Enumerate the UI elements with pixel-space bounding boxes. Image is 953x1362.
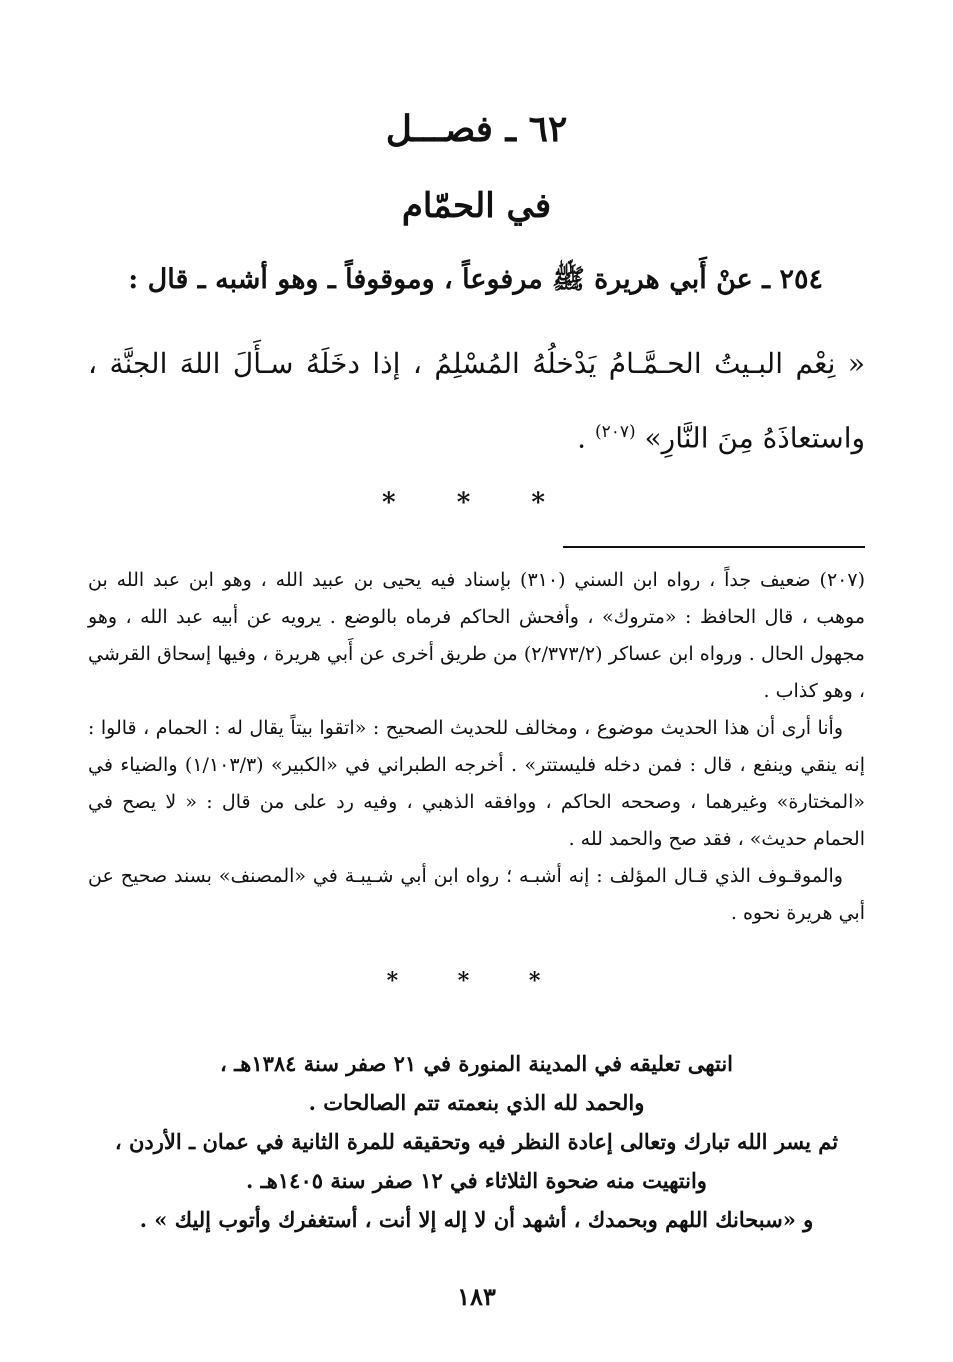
section-number-heading: ٦٢ ـ فصـــل [385, 108, 568, 150]
separator-stars: * * * [382, 488, 571, 518]
colophon-line: ثم يسر الله تبارك وتعالى إعادة النظر فيه وتحقيقه للمرة الثانية في عمان ـ الأردن ، [114, 1129, 839, 1154]
footnote-paragraph: (٢٠٧) ضعيف جداً ، رواه ابن السني (٣١٠) بإسناد فيه يحيى بن عبيد الله ، وهو ابن عبد الله بن موهب ، قال الحافظ : «متروك» ، وأفحش الحاكم فرماه بالوضع . يرويه عن أبيه عبد الله ، وهو مجهول الحال . ورواه ابن عساكر (٢/٣٧٣/٢) من طريق أخرى عن أَبي هريرة ، وفيها إسحاق القرشي ، وهو كذاب . [88, 569, 865, 702]
colophon-line: انتهى تعليقه في المدينة المنورة في ٢١ صفر سنة ١٣٨٤هـ ، [219, 1051, 734, 1076]
hadith-end: . [577, 421, 587, 455]
footnote-paragraph: والموقـوف الذي قـال المؤلف : إنه أشبـه ؛ رواه ابن أبي شـيبـة في «المصنف» بسند صحيح عن أبي هريرة نحوه . [88, 865, 865, 924]
hadith-intro: ٢٥٤ ـ عنْ أَبي هريرة ﷺ مرفوعاً ، وموقوفاً ـ وهو أشبه ـ قال : [128, 264, 823, 295]
section-title: في الحمّام [401, 186, 552, 226]
page-number: ١٨٣ [457, 1282, 496, 1311]
footnotes [88, 562, 865, 932]
footnote-divider [563, 546, 865, 548]
hadith-body: « نِعْم البـيتُ الحـمَّـامُ يَدْخلُهُ المُسْلِمُ ، إذا دخَلَهُ سـأَلَ اللهَ الجنَّة ، واستعاذَهُ مِنَ النَّارِ» [88, 347, 865, 455]
footnote-reference: (٢٠٧) [594, 422, 636, 442]
colophon-line: وانتهيت منه ضحوة الثلاثاء في ١٢ صفر سنة ١٤٠٥هـ . [246, 1168, 707, 1193]
colophon-line: والحمد لله الذي بنعمته تتم الصالحات . [308, 1090, 645, 1115]
footnote-paragraph: وأنا أرى أن هذا الحديث موضوع ، ومخالف للحديث الصحيح : «اتقوا بيتاً يقال له : الحمام ، قالوا : إنه ينقي وينفع ، قال : فمن دخله فليستتر» . أخرجه الطبراني في «الكبير» (١/١٠٣/٣) والضياء في «المختارة» وغيرهما ، وصححه الحاكم ، ووافقه الذهبي ، وفيه رد على من قال : « لا يصح في الحمام حديث» ، فقد صح والحمد لله . [88, 717, 866, 850]
separator-stars: * * * [386, 968, 567, 994]
closing-colophon [88, 1044, 865, 1239]
hadith-text [88, 330, 865, 472]
colophon-line: و «سبحانك اللهم وبحمدك ، أشهد أن لا إله إلا أنت ، أستغفرك وأتوب إليك » . [139, 1207, 814, 1232]
